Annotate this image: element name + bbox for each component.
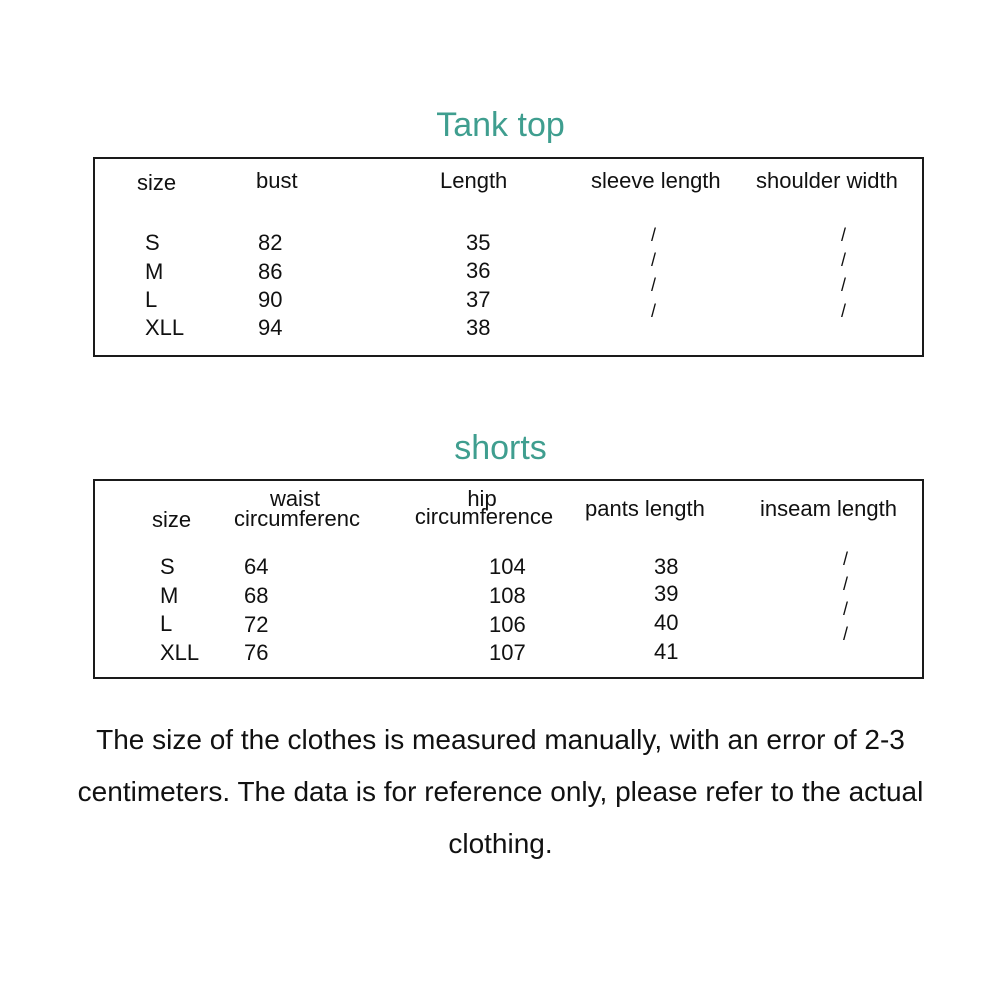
tank-top-table <box>93 157 924 357</box>
note-line-2: centimeters. The data is for reference only, please refer to the actual <box>77 776 924 807</box>
shorts-pants-length-cell: 41 <box>654 639 679 664</box>
tank-size-cell: L <box>145 287 158 312</box>
header-bust: bust <box>256 168 298 193</box>
shorts-hip-cell: 108 <box>489 583 526 608</box>
tank-size-cell: M <box>145 259 164 284</box>
shorts-hip-cell: 106 <box>489 612 526 637</box>
tank-shoulder-cell: / <box>841 225 847 245</box>
shorts-waist-cell: 64 <box>244 554 269 579</box>
shorts-inseam-cell: / <box>843 574 849 594</box>
header-hip-line2: circumference <box>414 504 554 529</box>
header-waist-line1: waist <box>269 486 321 511</box>
tank-length-cell: 36 <box>466 258 491 283</box>
shorts-title: shorts <box>454 429 547 467</box>
tank-shoulder-cell: / <box>841 250 847 270</box>
tank-size-cell: S <box>145 230 160 255</box>
shorts-hip-cell: 104 <box>489 554 526 579</box>
shorts-inseam-cell: / <box>843 549 849 569</box>
shorts-waist-cell: 68 <box>244 583 269 608</box>
tank-length-cell: 38 <box>466 315 491 340</box>
tank-length-cell: 37 <box>466 287 491 312</box>
header-pants-length: pants length <box>585 496 705 521</box>
shorts-hip-cell: 107 <box>489 640 526 665</box>
tank-top-title: Tank top <box>436 106 565 144</box>
header-inseam-length: inseam length <box>760 496 897 521</box>
shorts-size-cell: M <box>160 583 179 608</box>
shorts-waist-cell: 72 <box>244 612 269 637</box>
header-shoulder-width: shoulder width <box>756 168 898 193</box>
shorts-size-cell: L <box>160 611 173 636</box>
shorts-table <box>93 479 924 679</box>
tank-length-cell: 35 <box>466 230 491 255</box>
tank-size-cell: XLL <box>145 315 185 340</box>
tank-sleeve-cell: / <box>651 275 657 295</box>
header-size: size <box>137 170 177 195</box>
shorts-inseam-cell: / <box>843 624 849 644</box>
tank-bust-cell: 94 <box>258 315 283 340</box>
note-line-1: The size of the clothes is measured manually, with an error of 2-3 <box>96 724 905 755</box>
tank-bust-cell: 82 <box>258 230 283 255</box>
tank-sleeve-cell: / <box>651 225 657 245</box>
note-line-3: clothing. <box>448 828 553 859</box>
header-waist-line2: circumferenc <box>234 506 360 531</box>
tank-sleeve-cell: / <box>651 250 657 270</box>
header-size: size <box>152 507 192 532</box>
shorts-size-cell: XLL <box>160 640 200 665</box>
header-sleeve-length: sleeve length <box>591 168 721 193</box>
shorts-pants-length-cell: 39 <box>654 581 679 606</box>
shorts-waist-cell: 76 <box>244 640 269 665</box>
shorts-pants-length-cell: 38 <box>654 554 679 579</box>
shorts-pants-length-cell: 40 <box>654 610 679 635</box>
tank-shoulder-cell: / <box>841 275 847 295</box>
tank-bust-cell: 90 <box>258 287 283 312</box>
header-hip-line1: hip <box>467 486 497 511</box>
tank-shoulder-cell: / <box>841 301 847 321</box>
tank-sleeve-cell: / <box>651 301 657 321</box>
shorts-size-cell: S <box>160 554 175 579</box>
shorts-inseam-cell: / <box>843 599 849 619</box>
tank-bust-cell: 86 <box>258 259 283 284</box>
header-length: Length <box>440 168 508 193</box>
